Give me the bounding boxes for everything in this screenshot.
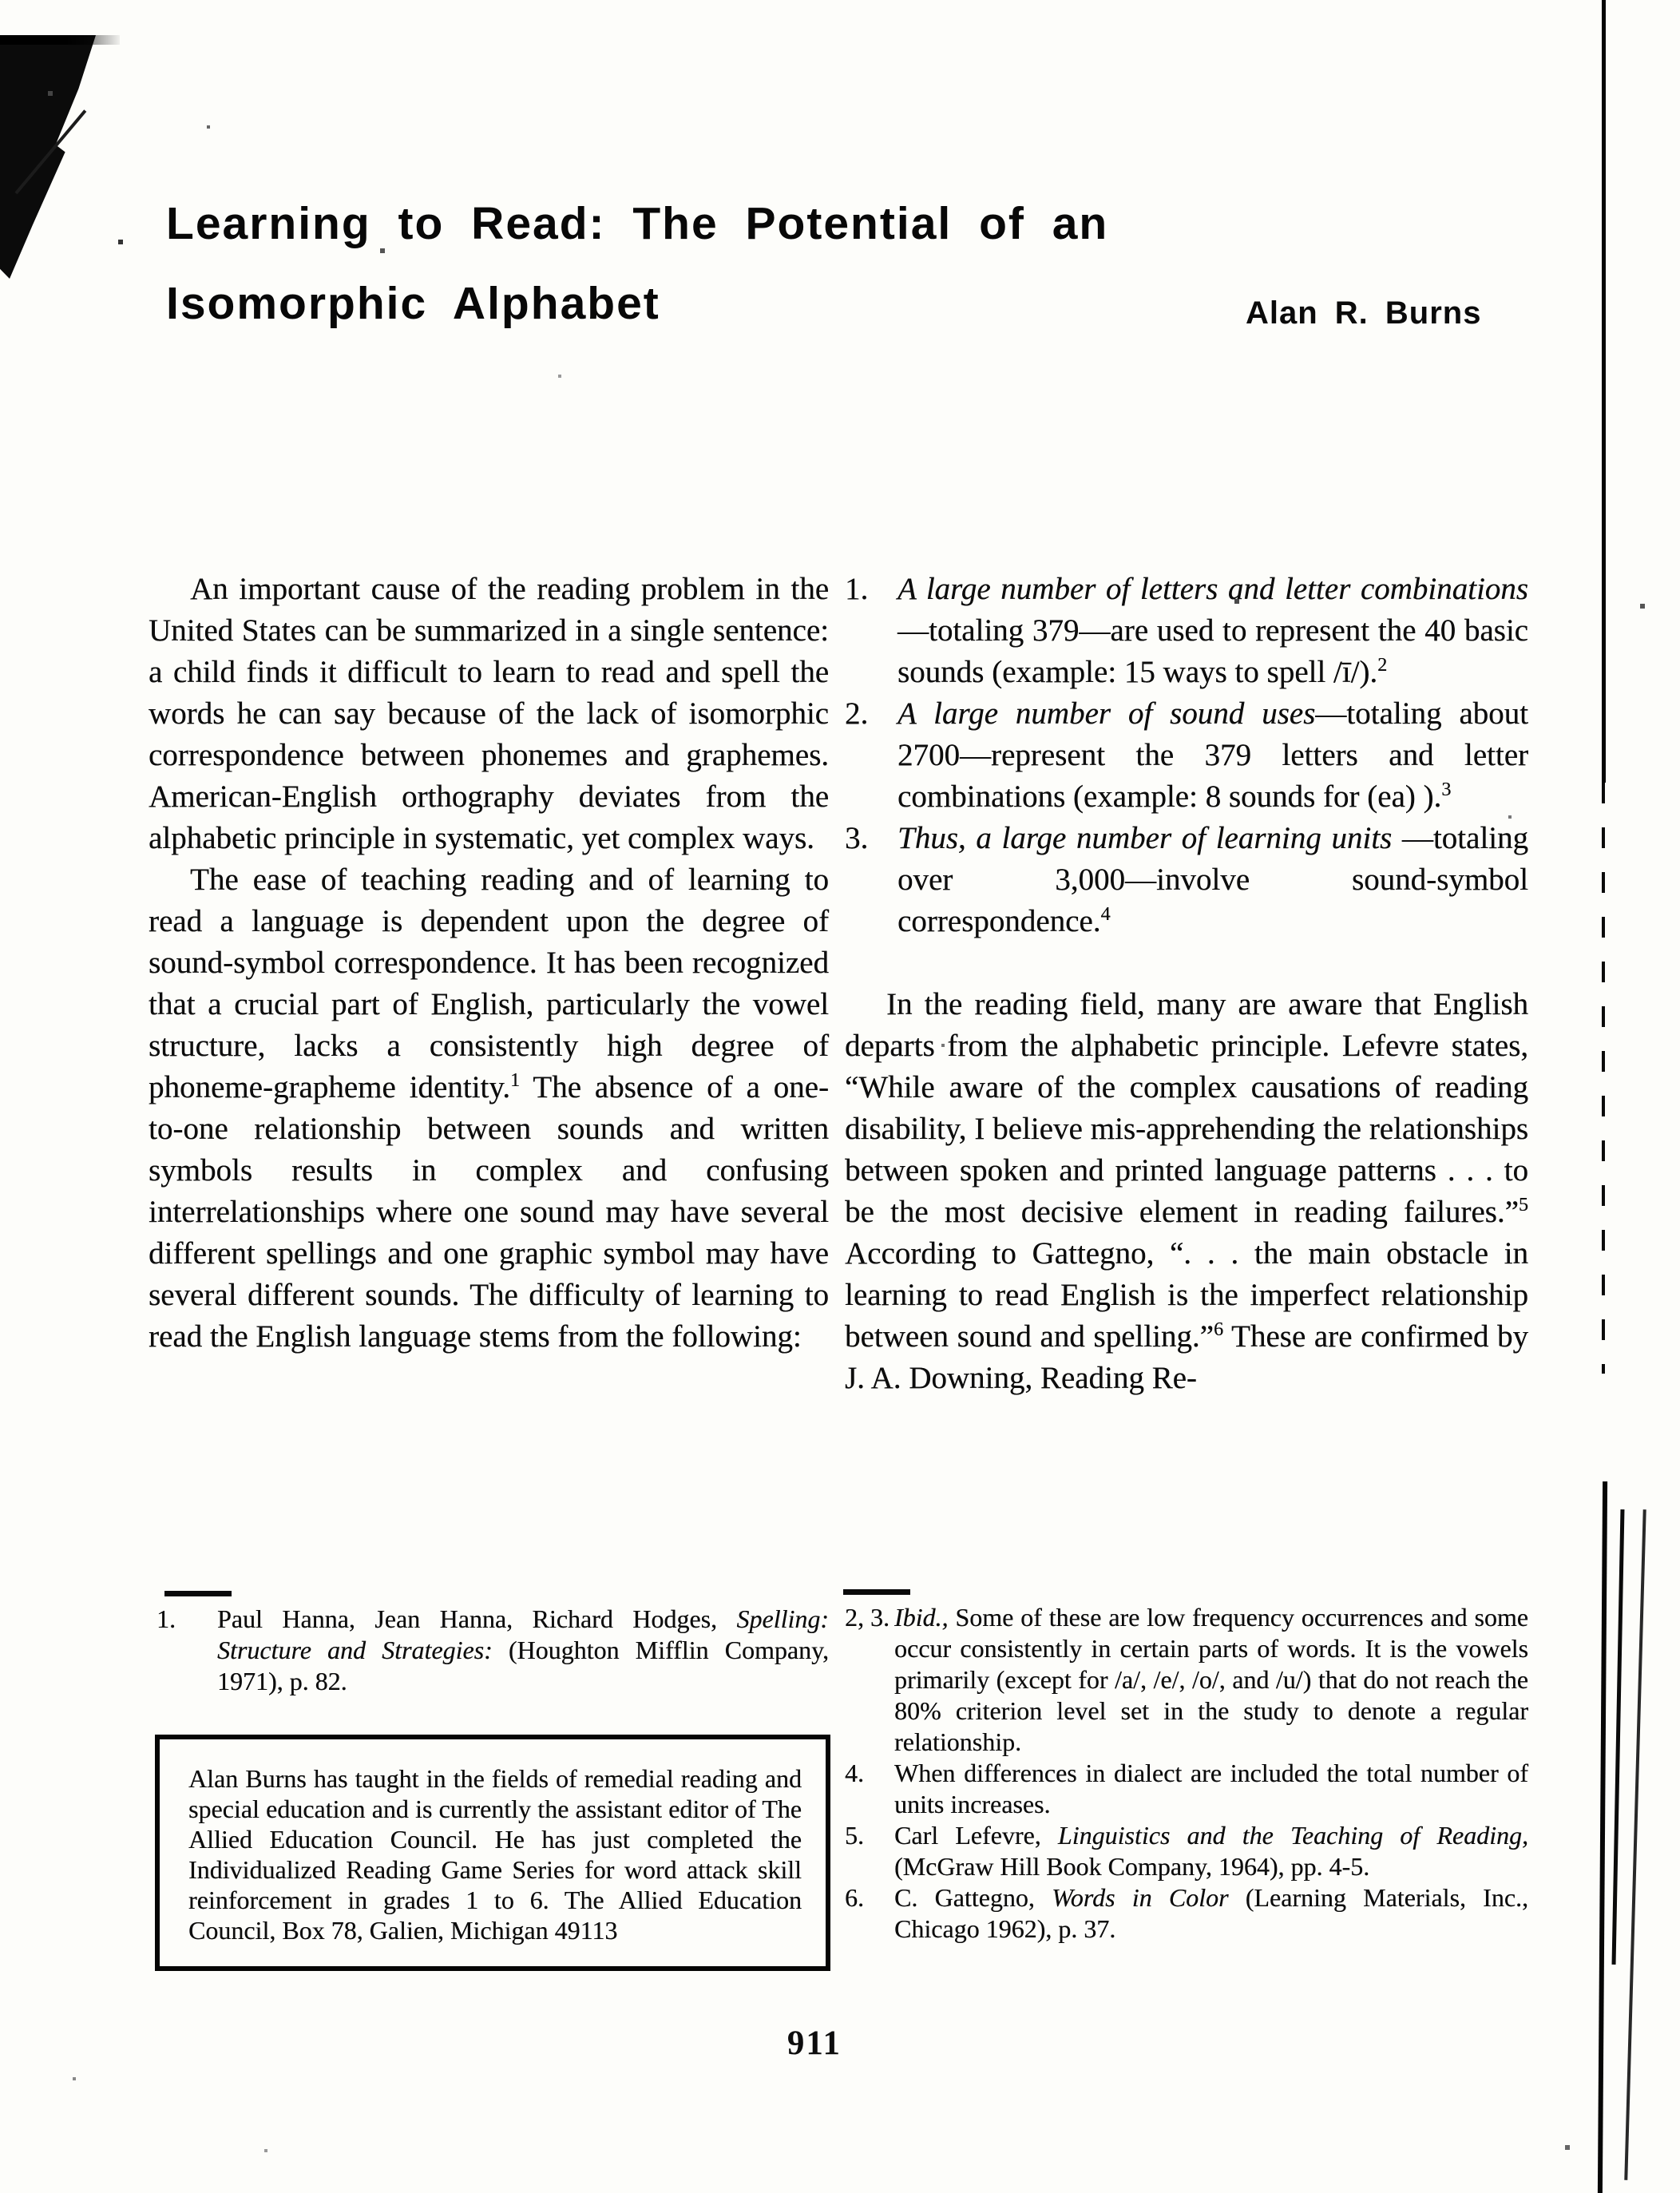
paragraph-reading-field: In the reading field, many are aware that English departs from the alphabetic principle. Lefevre states, “While aware of the complex causations of reading disability, I believe mis-apprehending the relationships between spoken and printed language patterns . . . to be the most decisive element in reading failures.”$^5$ According to Gattegno, “. . . the main obstacle in learning to read English is the imperfect relationship between sound and spelling.”$^6$ These are confirmed by J. A. Downing, Reading Re- [845, 987, 1528, 1395]
scan-artifact-corner-bar [0, 35, 120, 45]
footnote-2-3 [845, 1602, 1528, 1758]
numbered-list [845, 569, 1528, 942]
footnote-number: 6. [845, 1883, 864, 1912]
list-item-number: 1. [845, 572, 869, 606]
footnote-body: C. Gattegno, Words in Color (Learning Materials, Inc., Chicago 1962), p. 37. [894, 1883, 1529, 1943]
page-title-line1: Learning to Read: The Potential of an [166, 198, 1109, 250]
footnote-4 [845, 1758, 1528, 1820]
paragraph-intro: An important cause of the reading problem in the United States can be summarized in a single sentence: a child finds it difficult to learn to read and spell the words he can say because of the lack of isomorphic correspondence between phonemes and graphemes. American-English orthography deviates from the alphabetic principle in systematic, yet complex ways. [149, 572, 829, 855]
list-item-number: 2. [845, 696, 869, 731]
scan-artifact-edge-line [1602, 783, 1605, 1374]
footnote-number: 1. [157, 1604, 176, 1633]
footnote-number: 4. [845, 1759, 864, 1787]
scan-artifact-edge-line [1598, 1481, 1607, 2193]
page-number: 911 [787, 2024, 842, 2062]
footnotes-left [157, 1604, 829, 1697]
scan-artifact-edge-line [1612, 1509, 1625, 1965]
footnote-number: 5. [845, 1821, 864, 1850]
footnote-body: Paul Hanna, Jean Hanna, Richard Hodges, Spelling: Structure and Strategies: (Houghton Mifflin Company, 1971), p. 82. [217, 1604, 830, 1695]
footnote-body: Carl Lefevre, Linguistics and the Teaching of Reading, (McGraw Hill Book Company, 1964), pp. 4-5. [894, 1821, 1529, 1881]
footnote-body: When differences in dialect are included the total number of units increases. [894, 1759, 1528, 1818]
footnotes-right [845, 1602, 1528, 1945]
list-item-number: 3. [845, 821, 869, 855]
list-item-body: A large number of letters and letter combinations—totaling 379—are used to represent the 40 basic sounds (example: 15 ways to spell /ī/).$^2$ [897, 572, 1528, 689]
footnote-6 [845, 1882, 1528, 1945]
footnote-body: Ibid., Some of these are low frequency occurrences and some occur consistently in certain parts of words. It is the vowels primarily (except for /a/, /e/, /o/, and /u/) that do not reach the 80% criterion level set in the study to denote a regular relationship. [894, 1603, 1528, 1756]
left-column [149, 569, 829, 1358]
page-title-line2: Isomorphic Alphabet [166, 278, 660, 330]
footnote-separator-right [843, 1589, 910, 1595]
footnote-number: 2, 3. [845, 1603, 890, 1632]
numbered-list-item-2 [845, 693, 1528, 818]
footnote-5 [845, 1820, 1528, 1882]
scan-artifact-speckles [0, 0, 2, 2]
paragraph-ease-of-teaching: The ease of teaching reading and of learning to read a language is dependent upon the degree of sound-symbol correspondence. It has been recognized that a crucial part of English, particularly the vowel structure, lacks a consistently high degree of phoneme-grapheme identity.$^1$ The absence of a one-to-one relationship between sounds and written symbols results in complex and confusing interrelationships where one sound may have several different spellings and one graphic symbol may have several different sounds. The difficulty of learning to read the English language stems from the following: [149, 863, 829, 1354]
list-item-body: Thus, a large number of learning units —totaling over 3,000—involve sound-symbol correspondence.$^4$ [897, 821, 1528, 938]
right-column [845, 569, 1528, 1399]
author-byline: Alan R. Burns [1246, 295, 1482, 331]
page-title [166, 184, 1364, 343]
author-bio-text: Alan Burns has taught in the fields of remedial reading and special education and is currently the assistant editor of The Allied Education Council. He has just completed the Individualized Reading Game Series for word attack skill reinforcement in grades 1 to 6. The Allied Education Council, Box 78, Galien, Michigan 49113 [188, 1764, 802, 1945]
scan-artifact-edge-line [1602, 0, 1606, 783]
scan-artifact-edge-line [1624, 1509, 1646, 2180]
author-bio-box [155, 1735, 830, 1971]
numbered-list-item-1 [845, 569, 1528, 693]
footnote-1 [157, 1604, 829, 1697]
footnote-separator-left [164, 1591, 232, 1596]
list-item-body: A large number of sound uses—totaling about 2700—represent the 379 letters and letter combinations (example: 8 sounds for (ea) ).$^3$ [897, 696, 1528, 814]
numbered-list-item-3 [845, 818, 1528, 942]
